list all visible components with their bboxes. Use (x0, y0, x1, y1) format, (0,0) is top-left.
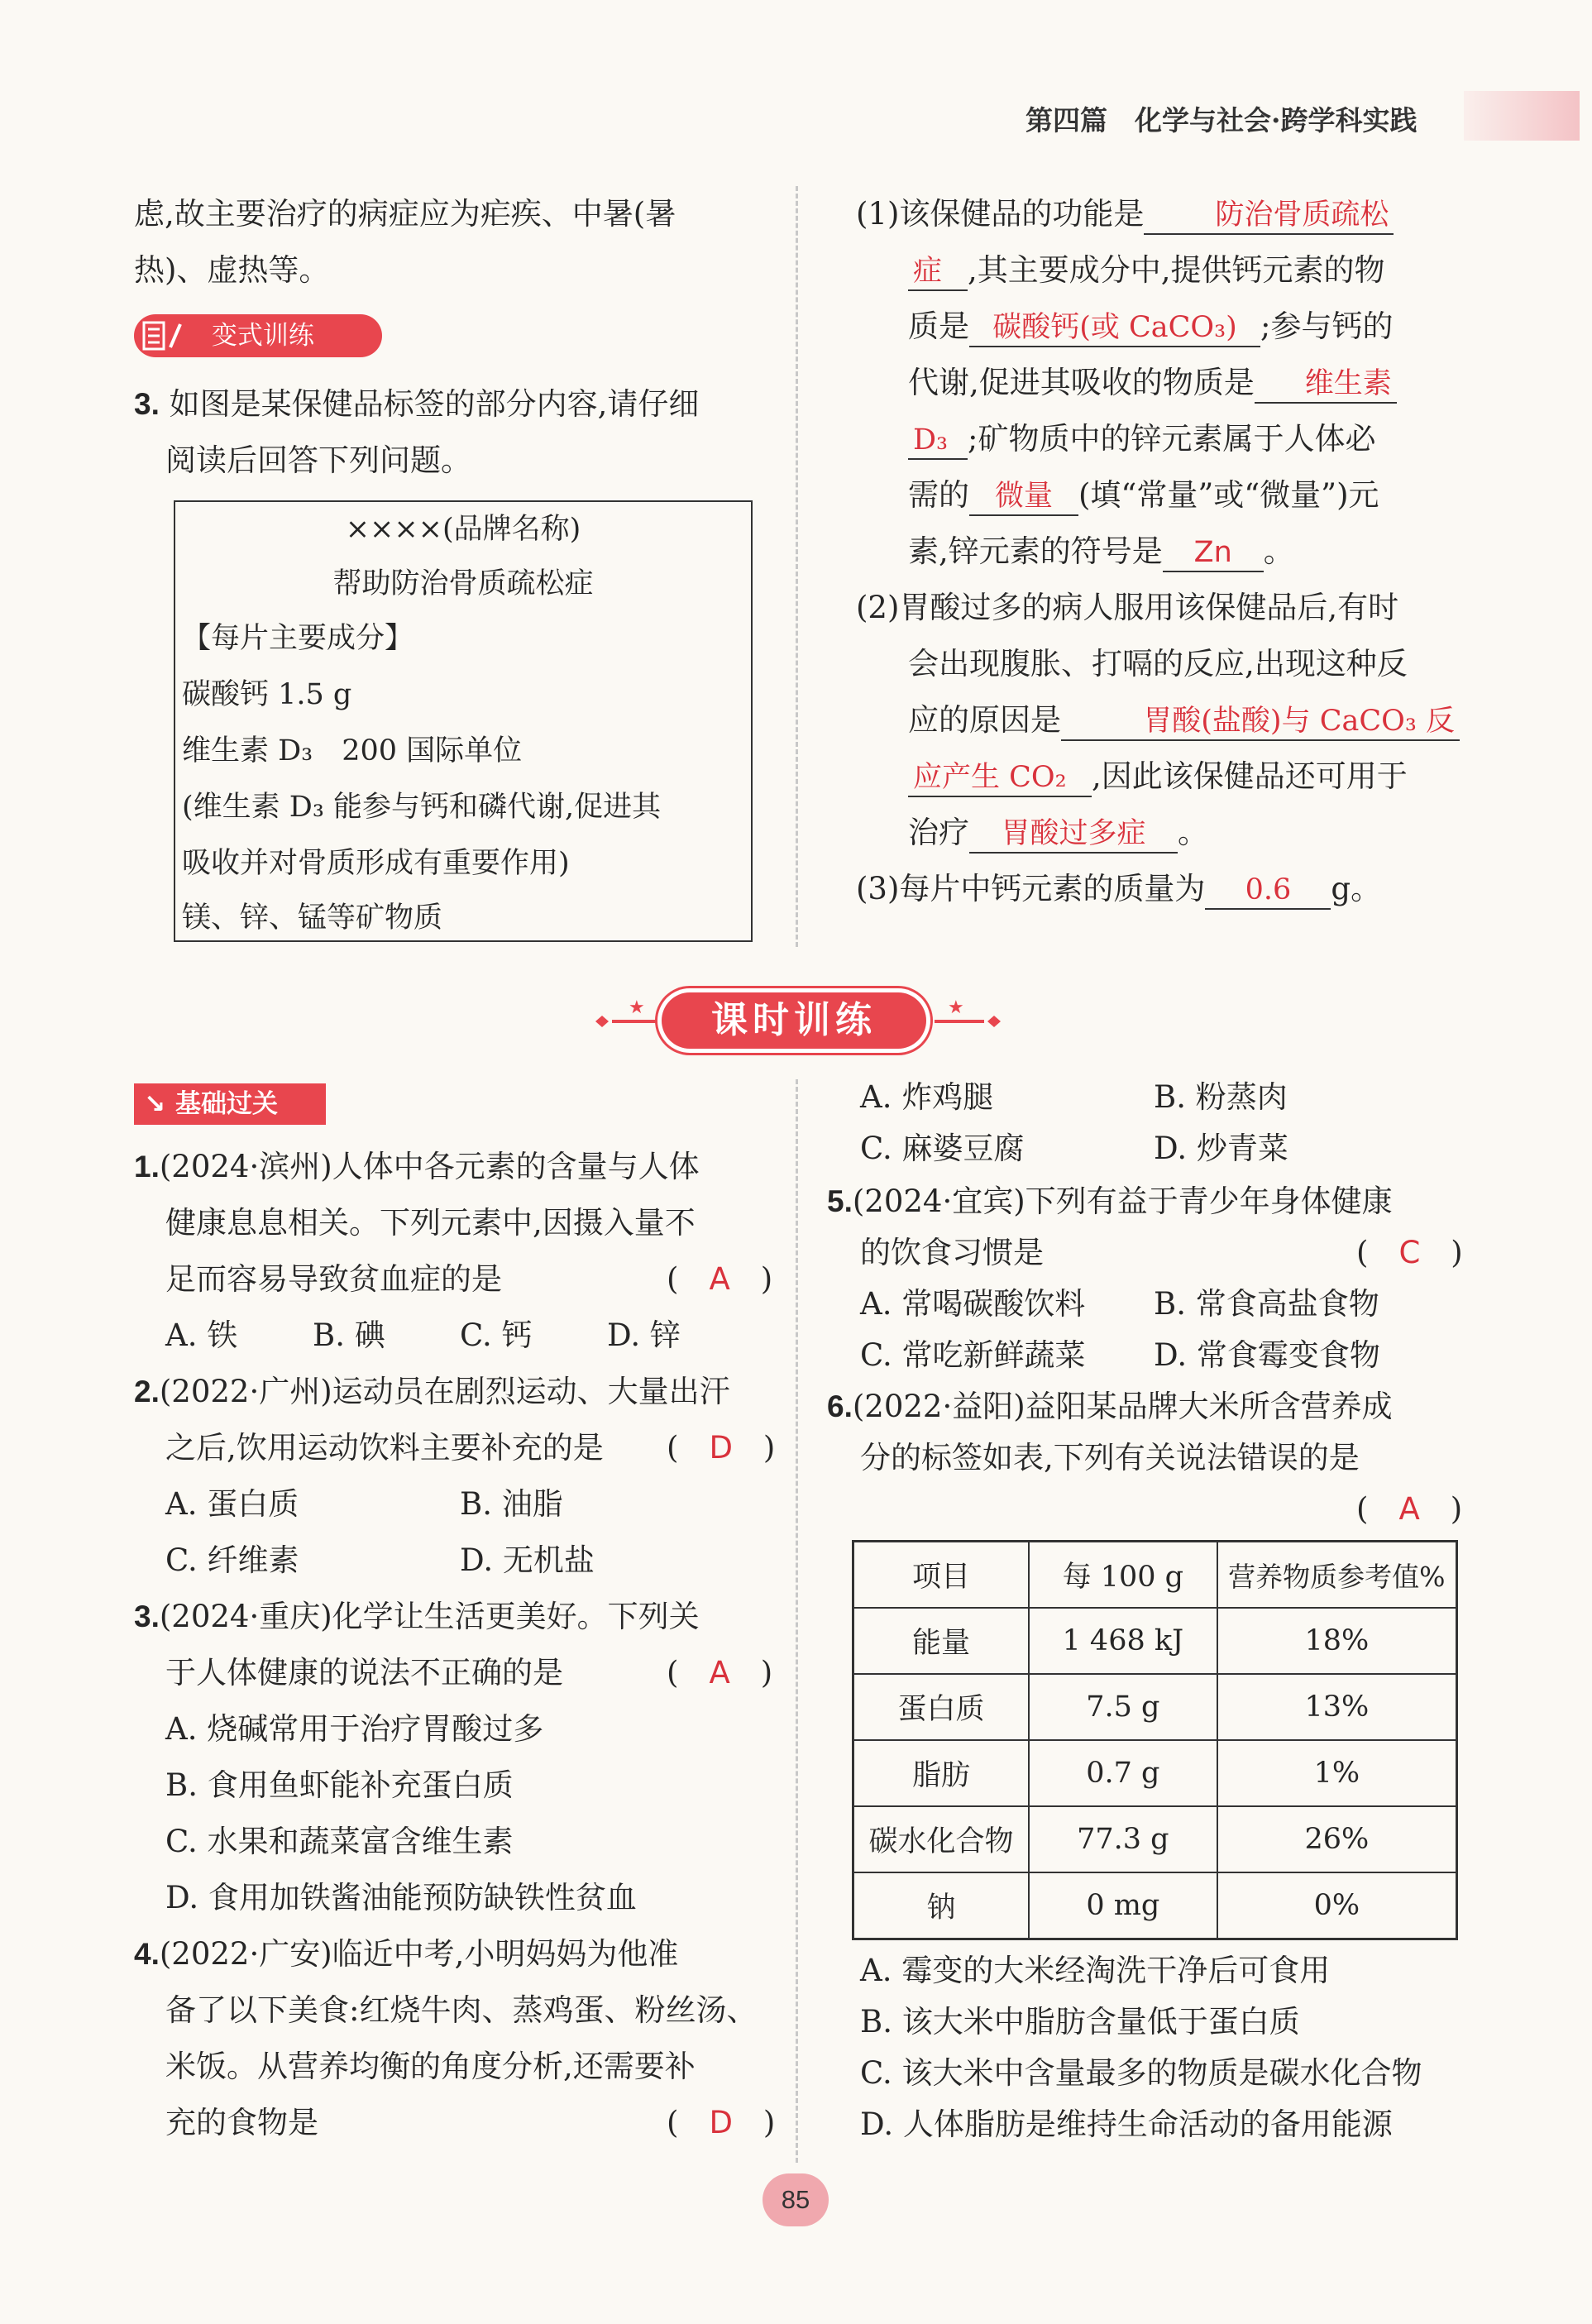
basic-level-badge (134, 1083, 326, 1125)
q6-option-a: A. 霉变的大米经淘洗干净后可食用 (860, 1953, 1331, 1988)
q5-line-1 (827, 1183, 1393, 1221)
q3-intro-line-1 (134, 385, 699, 423)
table-cell: 能量 (853, 1608, 1029, 1674)
question-text: (2024·宜宾)下列有益于青少年身体健康 (852, 1184, 1393, 1219)
q4-line-4: 充的食物是 (165, 2105, 318, 2140)
p2-text-f: 。 (1178, 815, 1208, 850)
table-cell: 77.3 g (1029, 1806, 1217, 1872)
question-text: (2024·重庆)化学让生活更美好。下列关 (159, 1599, 700, 1634)
answer-letter: D (709, 1430, 733, 1466)
p1-text-i: 素,锌元素的符号是 (908, 533, 1163, 569)
q4-line-1 (134, 1935, 678, 1973)
p1-text-a: (1)该保健品的功能是 (856, 196, 1145, 232)
table-header-cell: 营养物质参考值% (1217, 1542, 1457, 1609)
q3-line-2: 于人体健康的说法不正确的是 (165, 1655, 563, 1690)
q3-line-1 (134, 1598, 700, 1636)
question-number: 3. (134, 387, 160, 421)
table-cell: 碳水化合物 (853, 1806, 1029, 1872)
q3-option-c: C. 水果和蔬菜富含维生素 (165, 1824, 514, 1859)
svg-text:★: ★ (948, 997, 964, 1018)
answer-blank: 应产生 CO₂ (908, 759, 1092, 797)
answer-blank: 维生素 (1255, 366, 1397, 404)
nutrition-table (852, 1540, 1458, 1940)
p3-line (856, 870, 1381, 910)
continuation-line-1: 虑,故主要治疗的病症应为疟疾、中暑(暑 (134, 196, 676, 232)
p1-line-6 (908, 476, 1379, 516)
q6-line-1 (827, 1388, 1393, 1426)
q2-answer: ( D ) (667, 1430, 776, 1466)
answer-blank: D₃ (908, 422, 968, 460)
p1-text-j: 。 (1263, 533, 1294, 569)
label-minerals: 镁、锌、锰等矿物质 (182, 901, 443, 935)
question-number: 4. (134, 1937, 160, 1971)
table-cell: 26% (1217, 1806, 1457, 1872)
q5-option-c: C. 常吃新鲜蔬菜 (860, 1337, 1086, 1373)
supplement-label-box (174, 500, 753, 942)
page-header-title: 第四篇 化学与社会·跨学科实践 (1025, 104, 1418, 136)
q1-line-1 (134, 1148, 700, 1186)
q5-answer: ( C ) (1356, 1235, 1463, 1270)
question-text: (2022·广州)运动员在剧烈运动、大量出汗 (159, 1374, 730, 1409)
q1-line-2: 健康息息相关。下列元素中,因摄入量不 (165, 1205, 696, 1241)
p1-text-d: ;参与钙的 (1260, 308, 1394, 344)
q6-option-d: D. 人体脂肪是维持生命活动的备用能源 (860, 2106, 1393, 2142)
table-cell: 13% (1217, 1674, 1457, 1740)
q3-option-a: A. 烧碱常用于治疗胃酸过多 (165, 1711, 544, 1747)
q2-option-c: C. 纤维素 (165, 1542, 299, 1578)
arrow-down-right-icon: ↘ (144, 1089, 165, 1119)
q4-option-b: B. 粉蒸肉 (1154, 1079, 1288, 1115)
answer-blank: 碳酸钙(或 CaCO₃) (969, 309, 1260, 347)
label-calcium-carbonate: 碳酸钙 1.5 g (182, 678, 352, 711)
table-row (853, 1608, 1457, 1674)
question-text: (2024·滨州)人体中各元素的含量与人体 (159, 1149, 700, 1184)
question-number: 1. (134, 1150, 160, 1184)
basic-level-label: 基础过关 (175, 1089, 278, 1119)
column-divider-bottom (796, 1079, 798, 2163)
q1-option-b: B. 碘 (313, 1317, 385, 1353)
q3-option-d: D. 食用加铁酱油能预防缺铁性贫血 (165, 1880, 637, 1915)
p1-text-c: 质是 (908, 308, 969, 344)
table-header-cell: 每 100 g (1029, 1542, 1217, 1609)
svg-text:★: ★ (629, 997, 645, 1018)
q4-answer: ( D ) (667, 2105, 776, 2140)
table-cell: 0 mg (1029, 1872, 1217, 1939)
p1-line-1 (856, 195, 1394, 235)
table-cell: 蛋白质 (853, 1674, 1029, 1740)
q5-option-a: A. 常喝碳酸饮料 (860, 1286, 1086, 1322)
p3-text-b: g。 (1331, 871, 1382, 906)
answer-blank: Zn (1163, 534, 1264, 572)
q2-option-a: A. 蛋白质 (165, 1486, 299, 1522)
p1-line-2 (908, 251, 1385, 291)
p2-text-d: ,因此该保健品还可用于 (1092, 758, 1408, 794)
variant-training-badge (134, 314, 382, 357)
table-row (853, 1872, 1457, 1939)
question-number: 2. (134, 1375, 160, 1408)
book-icon (134, 314, 192, 357)
q4-option-a: A. 炸鸡腿 (860, 1079, 994, 1115)
table-row (853, 1806, 1457, 1872)
p2-line-2: 会出现腹胀、打嗝的反应,出现这种反 (908, 646, 1408, 681)
question-text: (2022·广安)临近中考,小明妈妈为他准 (159, 1936, 679, 1972)
answer-blank: 症 (908, 253, 968, 291)
question-number: 3. (134, 1600, 160, 1633)
table-row (853, 1674, 1457, 1740)
table-row (853, 1740, 1457, 1806)
table-cell: 1 468 kJ (1029, 1608, 1217, 1674)
q3-answer: ( A ) (667, 1655, 773, 1690)
p1-line-3 (908, 308, 1393, 347)
question-text: 如图是某保健品标签的部分内容,请仔细 (169, 386, 700, 422)
label-brand: ××××(品牌名称) (345, 513, 581, 546)
q6-option-b: B. 该大米中脂肪含量低于蛋白质 (860, 2004, 1300, 2039)
answer-blank: 防治骨质疏松 (1144, 197, 1394, 235)
answer-letter: D (709, 2105, 733, 2140)
q1-option-c: C. 钙 (460, 1317, 533, 1353)
q3-option-b: B. 食用鱼虾能补充蛋白质 (165, 1767, 514, 1803)
p2-line-3 (908, 701, 1460, 741)
q1-option-a: A. 铁 (165, 1317, 238, 1353)
table-cell: 钠 (853, 1872, 1029, 1939)
q5-option-b: B. 常食高盐食物 (1154, 1286, 1379, 1322)
q6-option-c: C. 该大米中含量最多的物质是碳水化合物 (860, 2055, 1422, 2091)
question-number: 5. (827, 1184, 853, 1218)
label-vitamin-note-2: 吸收并对骨质形成有重要作用) (182, 847, 570, 880)
q6-answer: ( A ) (1356, 1491, 1463, 1527)
q4-line-2: 备了以下美食:红烧牛肉、蒸鸡蛋、粉丝汤、 (165, 1992, 758, 2028)
q3-intro-line-2: 阅读后回答下列问题。 (165, 442, 471, 478)
q1-line-3: 足而容易导致贫血症的是 (165, 1261, 502, 1297)
q5-line-2: 的饮食习惯是 (860, 1235, 1044, 1270)
lesson-training-banner: 课时训练 (662, 992, 926, 1049)
q2-line-2: 之后,饮用运动饮料主要补充的是 (165, 1430, 604, 1466)
table-cell: 0% (1217, 1872, 1457, 1939)
q6-line-2: 分的标签如表,下列有关说法错误的是 (860, 1440, 1360, 1475)
answer-letter: A (1398, 1491, 1420, 1527)
q4-line-3: 米饭。从营养均衡的角度分析,还需要补 (165, 2049, 696, 2084)
p1-text-f: ;矿物质中的锌元素属于人体必 (968, 421, 1376, 457)
p1-text-b: ,其主要成分中,提供钙元素的物 (968, 252, 1385, 288)
page-number: 85 (763, 2173, 829, 2226)
table-cell: 18% (1217, 1608, 1457, 1674)
answer-blank: 胃酸过多症 (969, 815, 1178, 854)
question-text: (2022·益阳)益阳某品牌大米所含营养成 (852, 1389, 1393, 1424)
table-cell: 脂肪 (853, 1740, 1029, 1806)
p1-line-7 (908, 533, 1294, 572)
continuation-line-2: 热)、虚热等。 (134, 252, 330, 288)
answer-letter: A (709, 1261, 730, 1297)
q1-option-d: D. 锌 (607, 1317, 681, 1353)
p2-line-5 (908, 814, 1208, 854)
p2-text-e: 治疗 (908, 815, 969, 850)
label-vitamin-note-1: (维生素 D₃ 能参与钙和磷代谢,促进其 (182, 791, 662, 824)
q4-option-d: D. 炒青菜 (1154, 1131, 1288, 1166)
p1-text-g: 需的 (908, 477, 969, 513)
header-decoration (1464, 91, 1580, 141)
p1-line-4 (908, 364, 1397, 404)
q1-answer: ( A ) (667, 1261, 773, 1297)
table-cell: 1% (1217, 1740, 1457, 1806)
table-cell: 7.5 g (1029, 1674, 1217, 1740)
label-function: 帮助防治骨质疏松症 (332, 567, 594, 600)
answer-letter: A (709, 1655, 730, 1690)
answer-blank: 微量 (969, 478, 1078, 516)
q2-option-d: D. 无机盐 (460, 1542, 595, 1578)
table-header-row (853, 1542, 1457, 1609)
p1-text-e: 代谢,促进其吸收的物质是 (908, 365, 1255, 400)
q5-option-d: D. 常食霉变食物 (1154, 1337, 1380, 1373)
p1-line-5 (908, 420, 1375, 460)
table-cell: 0.7 g (1029, 1740, 1217, 1806)
answer-letter: C (1398, 1235, 1421, 1270)
p2-line-4 (908, 758, 1408, 797)
label-ingredients-title: 【每片主要成分】 (182, 622, 414, 655)
table-header-cell: 项目 (853, 1542, 1029, 1609)
p2-text-c: 应的原因是 (908, 702, 1061, 738)
p1-text-h: (填“常量”或“微量”)元 (1078, 477, 1379, 513)
column-divider-top (796, 186, 798, 947)
q2-line-1 (134, 1373, 730, 1411)
q2-option-b: B. 油脂 (460, 1486, 563, 1522)
answer-blank: 0.6 (1205, 872, 1331, 910)
q4-option-c: C. 麻婆豆腐 (860, 1131, 1025, 1166)
p2-line-1: (2)胃酸过多的病人服用该保健品后,有时 (856, 590, 1399, 625)
p3-text-a: (3)每片中钙元素的质量为 (856, 871, 1206, 906)
label-vitamin-d3: 维生素 D₃ 200 国际单位 (182, 734, 523, 767)
answer-blank: 胃酸(盐酸)与 CaCO₃ 反 (1061, 703, 1460, 741)
variant-training-label: 变式训练 (211, 321, 314, 351)
question-number: 6. (827, 1389, 853, 1423)
